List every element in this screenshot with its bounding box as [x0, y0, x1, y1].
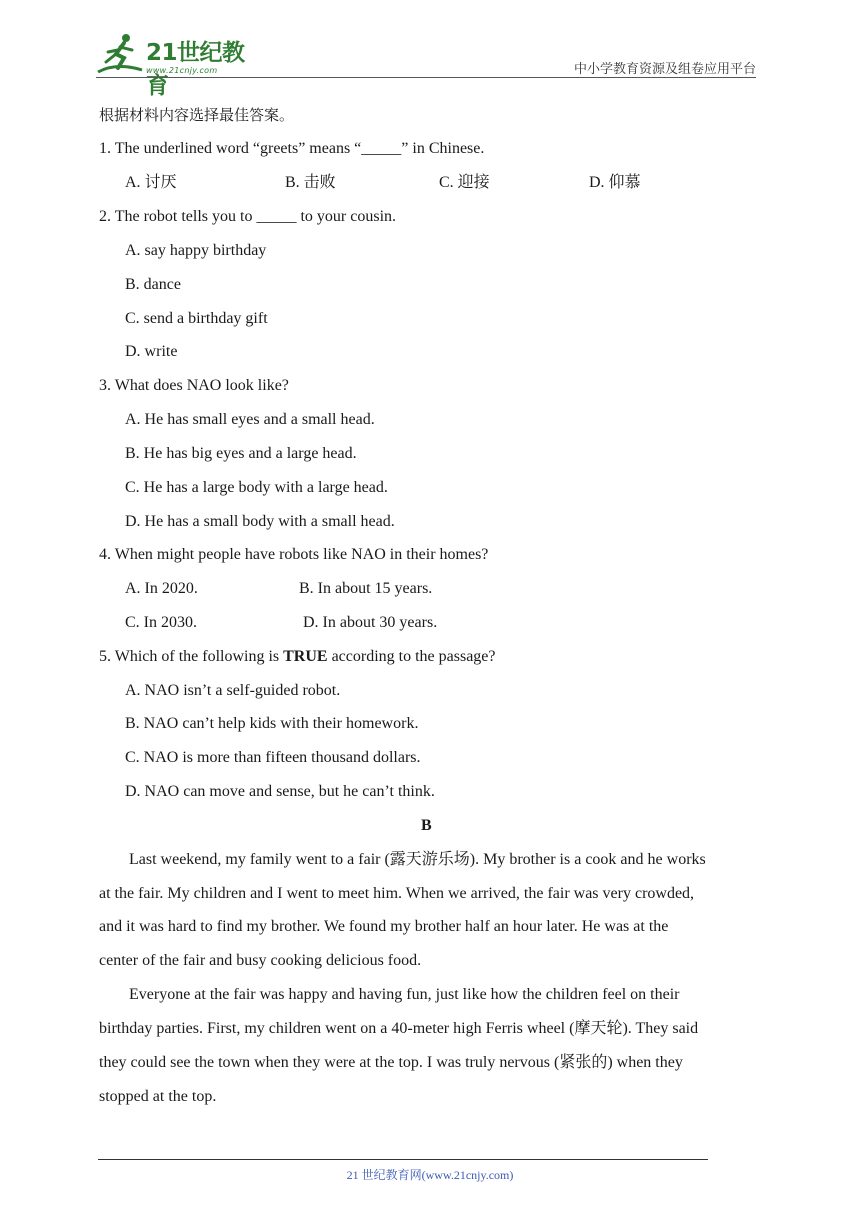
q1-option-b: B. 击败	[285, 174, 336, 191]
site-logo	[96, 32, 266, 99]
q2-option-a: A. say happy birthday	[125, 242, 267, 259]
q1-option-d: D. 仰慕	[589, 174, 641, 191]
q4-option-b: B. In about 15 years.	[299, 580, 433, 597]
passage-p1-line-2: at the fair. My children and I went to meet him. When we arrived, the fair was very crowded,	[99, 885, 695, 902]
header-platform-text: 中小学教育资源及组卷应用平台	[573, 62, 756, 77]
q5-option-d: D. NAO can move and sense, but he can’t think.	[125, 783, 435, 800]
question-4-stem: 4. When might people have robots like NAO in their homes?	[99, 546, 489, 563]
passage-p2-line-1: Everyone at the fair was happy and having fun, just like how the children feel on their	[129, 986, 680, 1003]
q5-option-a: A. NAO isn’t a self-guided robot.	[125, 682, 341, 699]
q2-option-b: B. dance	[125, 276, 181, 293]
q3-option-a: A. He has small eyes and a small head.	[125, 411, 375, 428]
question-3-stem: 3. What does NAO look like?	[99, 377, 289, 394]
logo-url: www.21cnjy.com	[146, 66, 218, 75]
q1-option-c: C. 迎接	[439, 174, 490, 191]
q3-option-b: B. He has big eyes and a large head.	[125, 445, 357, 462]
passage-p1-line-3: and it was hard to find my brother. We found my brother half an hour later. He was at the	[99, 918, 669, 935]
question-1-stem: 1. The underlined word “greets” means “_____” in Chinese.	[99, 140, 485, 157]
logo-brand: 21世纪教育	[146, 40, 245, 99]
passage-p2-line-2: birthday parties. First, my children went on a 40-meter high Ferris wheel (摩天轮). They said	[99, 1020, 699, 1037]
q5-stem-pre: 5. Which of the following is	[99, 648, 284, 665]
question-2-stem: 2. The robot tells you to _____ to your cousin.	[99, 208, 397, 225]
passage-p1-line-4: center of the fair and busy cooking delicious food.	[99, 952, 422, 969]
q3-option-d: D. He has a small body with a small head.	[125, 513, 395, 530]
q3-option-c: C. He has a large body with a large head.	[125, 479, 388, 496]
q4-option-c: C. In 2030.	[125, 614, 197, 631]
q5-stem-bold: TRUE	[283, 648, 328, 665]
q2-option-d: D. write	[125, 343, 178, 360]
q1-option-a: A. 讨厌	[125, 174, 177, 191]
passage-p2-line-4: stopped at the top.	[99, 1088, 217, 1105]
q4-option-d: D. In about 30 years.	[303, 614, 438, 631]
passage-p2-line-3: they could see the town when they were at the top. I was truly nervous (紧张的) when they	[99, 1054, 683, 1071]
q5-option-b: B. NAO can’t help kids with their homework.	[125, 715, 419, 732]
q2-option-c: C. send a birthday gift	[125, 310, 268, 327]
page-header	[96, 28, 756, 99]
q5-stem-post: according to the passage?	[327, 648, 496, 665]
footer-divider	[98, 1159, 708, 1160]
instruction: 根据材料内容选择最佳答案。	[99, 106, 295, 124]
footer-link[interactable]: 21 世纪教育网(www.21cnjy.com)	[346, 1168, 514, 1182]
question-5-stem	[99, 647, 496, 667]
runner-logo-icon	[96, 32, 146, 78]
header-divider	[96, 77, 756, 78]
passage-p1-line-1: Last weekend, my family went to a fair (露天游乐场). My brother is a cook and he works	[129, 851, 706, 868]
q5-option-c: C. NAO is more than fifteen thousand dollars.	[125, 749, 421, 766]
q4-option-a: A. In 2020.	[125, 580, 198, 597]
section-b-heading: B	[421, 817, 432, 834]
